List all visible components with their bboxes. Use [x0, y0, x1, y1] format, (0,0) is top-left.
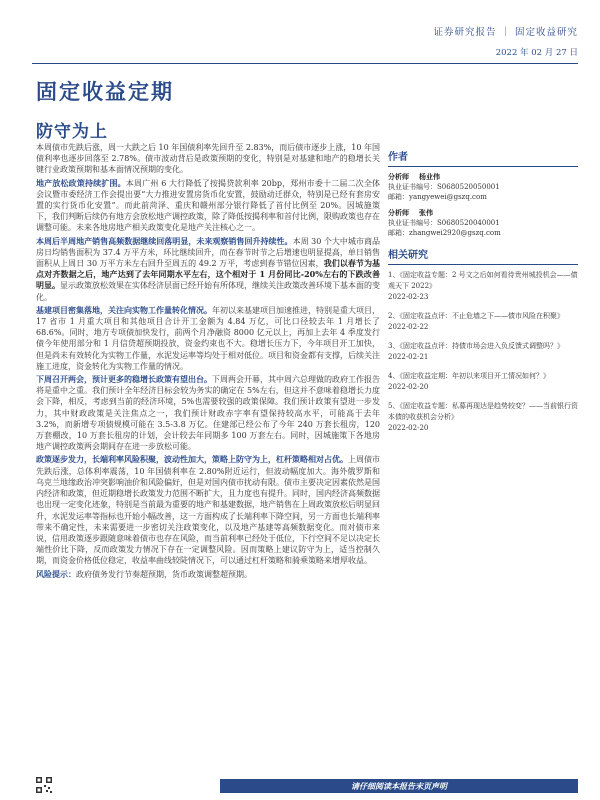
related-item[interactable]: 3、《固定收益点评：持债市场会进入负反馈式调整吗？》 2022-02-21 — [388, 342, 564, 361]
paragraph-two-sessions: 下周召开两会，预计更多的稳增长政策有望出台。下周两会开幕，其中周六总理做的政府工作报告将是重中之重。我们预计全年经济目标会较为务实的确定在 5%左右，但这并不意味着稳增长力度会下降，相反，考虑到当前的经济环境，5%也需要较强的政策保障。我们预计政策有望进一步发力，其中财政政策是关注焦点之一，我们预计财政赤字率有望保持较高水平，可能高于去年 3.2%，而新增专项债规模可能在 3.5-3.8 万亿。住建部已经公布了今年 240 万套长租房，120 万套棚改，10 万套长租房的计划，会计较去年同期多 100 万套左右。同时，因城施策下各地房地产调控政策两会期间存在进一步放松可能。 — [36, 374, 380, 452]
footer-disclaimer: 请仔细阅读本报告末页声明 — [220, 779, 578, 793]
analyst-email[interactable]: 邮箱：zhangwei2920@gszq.com — [388, 229, 501, 237]
report-subtitle: 防守为上 — [36, 122, 108, 142]
report-title: 固定收益定期 — [36, 79, 174, 104]
main-body — [36, 142, 380, 582]
paragraph-strategy: 政策逐步发力，长端利率风险积聚，波动性加大，策略上防守为上，杠杆策略相对占优。上周债市先跌后涨，总体利率震荡，10 年国债利率在 2.80%附近运行，但波动幅度加大。海外俄罗斯和乌克兰地缘政治冲突影响油价和风险偏好，但是对国内债市扰动有限。债市主要决定因素依然是国内经济和政策，但近期稳增长政策发力范围不断扩大，且力度也有提升。同时，国内经济高频数据也出现一定变化迹象，特别是当前最为重要的地产和基建数据，地产销售在上周政策放松后明显回升，水泥发运率等指标也开始小幅改善，这一方面构成了长端利率下降空间，另一方面也长端利率带来不确定性，未来需要进一步密切关注政策变化，以及地产基建等高频数据变化。而对债市来说，信用政策逐步跟随意味着债市也存在风险，而当前利率已经处于低位，下行空间不足以决定长端性价比下降，反而政策发力情况下存在一定调整风险。因而策略上建议防守为上，适当控制久期，而资金价格低位稳定，收益率曲线较陡情况下，可以通过杠杆策略和骑乘策略来增厚收益。 — [36, 454, 380, 566]
related-item[interactable]: 4、《固定收益定期：年初以来项目开工情况如何？》 2022-02-20 — [388, 372, 550, 391]
related-list — [388, 270, 578, 434]
analyst-email[interactable]: 邮箱：yangyewei@gszq.com — [388, 193, 487, 201]
paragraph-risk: 风险提示：政府债务发行节奏超预期，货币政策调整超预期。 — [36, 568, 252, 579]
analyst-card: 分析师 张伟 执业证书编号：S0680520040001 邮箱：zhangwei2920@gszq.com — [388, 208, 578, 238]
analyst-cert: 执业证书编号：S0680520040001 — [388, 219, 500, 227]
sidebar — [388, 148, 578, 442]
header-divider — [32, 63, 578, 64]
paragraph-intro: 本周债市先跌后涨，周一大跌之后 10 年国债利率先回升至 2.83%，而后债市逐步上涨，10 年国债利率也逐步回落至 2.78%。债市波动背后是政策预期的变化，特别是对基建和地产的稳增长关键行业政策预期和基本面情况预期的变化。 — [36, 143, 380, 175]
related-item[interactable]: 2、《固定收益点评：不止危墙之下——债市风险在积聚》 2022-02-22 — [388, 312, 564, 331]
report-type: 证券研究报告 ｜ 固定收益研究 — [433, 27, 578, 38]
report-date: 2022 年 02 月 27 日 — [495, 48, 578, 58]
paragraph-infrastructure: 基建项目密集落地，关注向实物工作量转化情况。年初以来基建项目加速推进，特别是重大项目，17 省市 1 月重大项目和其他项目合计开工金额为 4.84 万亿，可比口径较去年 1 月增长了 68.6%。同时，地方专项债加快发行，前两个月净融资 8000 亿元以上，再加上去年 4 季度发行债今年使用部分和 1 月信贷超预期投放，资金约束也不大。稳增长压力下，今年项目开工加快，但是尚未有效转化为实物工作量，水泥发运率等均处于相对低位。项目和资金都有支撑，后续关注施工进度，资金转化为实物工作量的情况。 — [36, 304, 380, 371]
related-item[interactable]: 5、《固定收益专题：私募再现达是趋势较变？——当前银行资本债的收获机会分析》 2022-02-20 — [388, 402, 578, 432]
analyst-cert: 执业证书编号：S0680520050001 — [388, 183, 500, 191]
qr-code-icon — [36, 777, 52, 793]
related-item[interactable]: 1、《固定收益专题：2 号文之后如何看待贵州城投机会——债观天下 2022》 2022-02-23 — [388, 271, 578, 301]
related-heading: 相关研究 — [388, 246, 578, 265]
analyst-card: 分析师 杨业伟 执业证书编号：S0680520050001 邮箱：yangyewei@gszq.com — [388, 172, 578, 202]
paragraph-property-sales: 本周后半周地产销售高频数据继续回落明显，未来观察销售回升持续性。本周 30 个大中城市商品房日均销售面积为 37.4 万平方米，环比继续回升，而在春节时节之后增速也明显提高，单日销售面积从上周日 30 万平方米左右回升至周五的 49.2 万平，考虑到春节错位因素，我们以春节为基点对齐数据之后，地产达到了去年同期水平左右，这个相对于 1 月份同比-20%左右的下跌改善明显。显示政策放松效果在实体经济层面已经开始有所体现，继续关注政策改善环境下基本面的变化。 — [36, 235, 381, 302]
paragraph-property-policy: 地产放松政策持续扩围。本周广州 6 大行降低了按揭贷款利率 20bp，郑州市委十二届二次全体会议暨市委经济工作会提出要“大力推进安置房货币化安置，鼓励动迁群众，特别是已经有套房安置的实行货币化安置”。而此前菏泽、重庆和赣州部分银行降低了首付比例至 20%。因城施策下，我们判断后续仍有地方会放松地产调控政策，除了降低按揭利率和首付比例，限购政策也存在调整可能。未来各地房地产相关政策变化是地产关注核心之一。 — [36, 177, 381, 233]
authors-heading: 作者 — [388, 148, 578, 167]
